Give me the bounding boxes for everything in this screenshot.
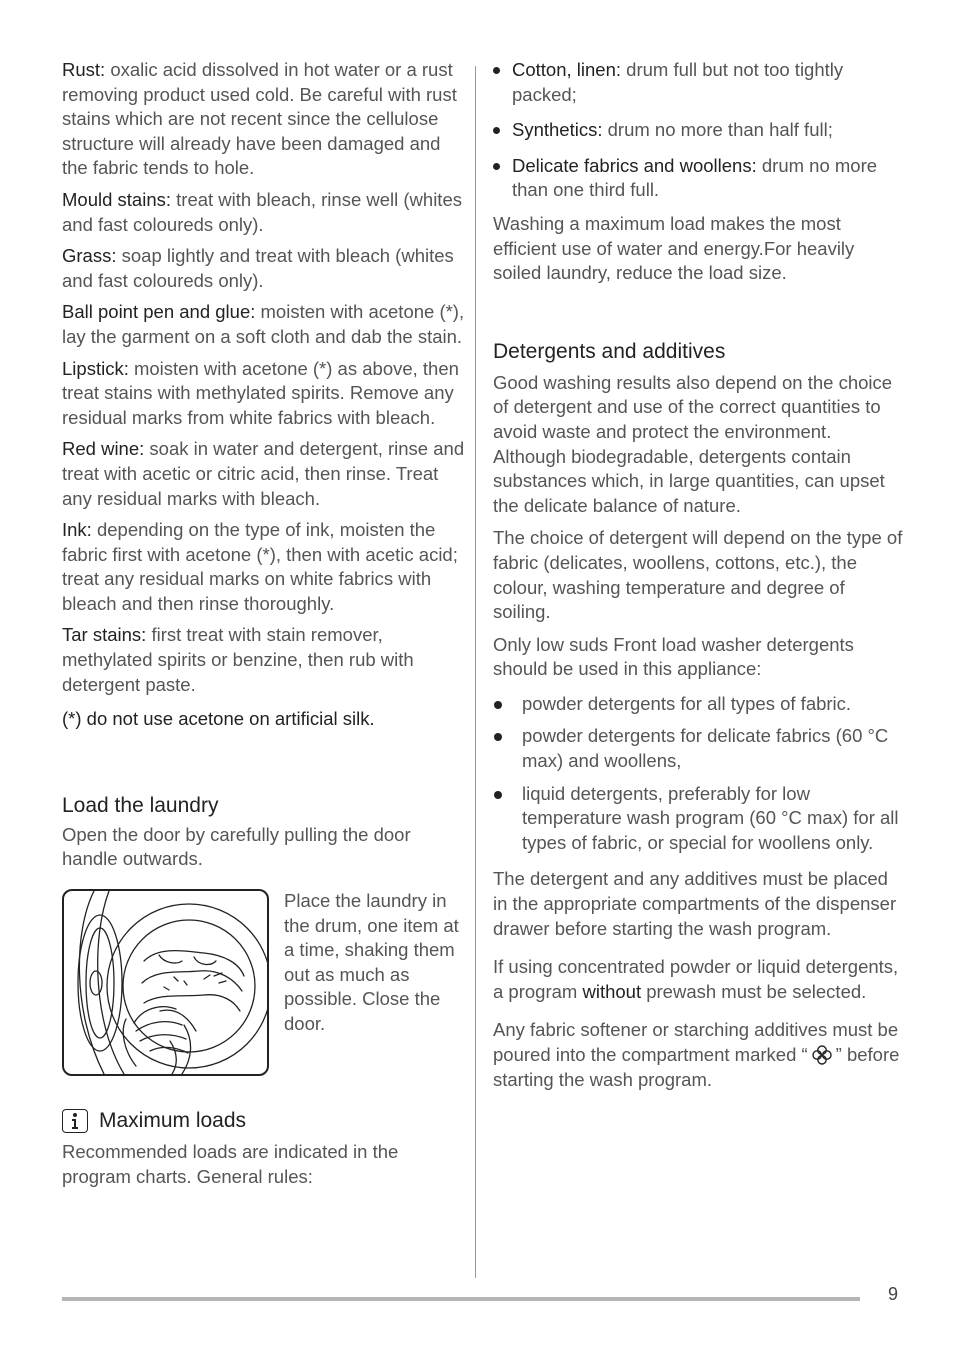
stain-entry (62, 357, 465, 431)
detergent-types-list (493, 692, 903, 856)
stain-list (62, 58, 465, 697)
stain-term: Ink: (62, 519, 92, 541)
load-rule-term: Cotton, linen: (512, 59, 622, 80)
page-number: 9 (888, 1284, 899, 1304)
max-loads-heading: Maximum loads (99, 1109, 247, 1133)
detergents-paragraph-5 (493, 955, 903, 1004)
p5-after: prewash must be selected. (641, 980, 867, 1002)
info-icon (62, 1109, 88, 1133)
detergent-type-item: liquid detergents, preferably for low temperature wash program (60 °C max) for all types of fabric, or special for woollens only. (493, 782, 903, 856)
hand-loading-drum-image (64, 891, 267, 1074)
stain-term: Tar stains: (62, 624, 147, 646)
stain-description: depending on the type of ink, moisten the fabric first with acetone (*), then with acetic acid; treat any residual marks on white fabrics with bleach and then rinse thoroughly. (62, 519, 458, 614)
right-column (493, 58, 903, 1092)
stain-term: Red wine: (62, 438, 145, 460)
info-glyph (70, 1112, 80, 1130)
stain-description: moisten with acetone (*) as above, then treat stains with methylated spirits. Remove any residual marks from white fabrics with bleach. (62, 357, 459, 428)
stain-description: soak in water and detergent, rinse and treat with acetic or citric acid, then rinse. Treat any residual marks with bleach. (62, 438, 465, 509)
stain-term: Rust: (62, 59, 106, 80)
load-rules-list (493, 58, 903, 203)
stain-entry (62, 188, 465, 237)
left-column (62, 58, 465, 1189)
stain-entry (62, 518, 465, 616)
p6-after: ” before starting the wash program. (493, 1044, 900, 1090)
p6-before: Any fabric softener or starching additives must be poured into the compartment marked “ (493, 1019, 899, 1065)
load-rule-item (493, 154, 903, 203)
stain-term: Ball point pen and glue: (62, 301, 256, 323)
stain-description: treat with bleach, rinse well (whites and fast coloureds only). (62, 188, 462, 235)
load-heading: Load the laundry (62, 793, 219, 817)
stain-description: moisten with acetone (*), lay the garment on a soft cloth and dab the stain. (62, 301, 465, 347)
stain-term: Lipstick: (62, 357, 129, 379)
p5-emphasis: without (582, 980, 642, 1002)
detergents-heading: Detergents and additives (493, 339, 726, 363)
softener-flower-icon (812, 1045, 832, 1065)
stain-entry (62, 623, 465, 697)
drum-loading-illustration (62, 889, 269, 1076)
detergent-type-item: powder detergents for all types of fabric. (493, 692, 903, 717)
load-rule-text: drum no more than one third full. (512, 154, 878, 201)
detergents-paragraph-3: Only low suds Front load washer detergents should be used in this appliance: (493, 633, 854, 680)
acetone-note: (*) do not use acetone on artificial silk. (62, 708, 375, 730)
load-rule-term: Delicate fabrics and woollens: (512, 154, 757, 176)
load-rule-term: Synthetics: (512, 119, 603, 141)
load-rule-item (493, 58, 903, 107)
detergents-paragraph-2: The choice of detergent will depend on the type of fabric (delicates, woollens, cottons, etc.), the colour, washing temperature and degree of soiling. (493, 527, 903, 623)
load-rule-text: drum no more than half full; (602, 119, 833, 141)
column-divider (475, 66, 476, 1278)
stain-entry (62, 58, 465, 181)
detergents-paragraph-4: The detergent and any additives must be placed in the appropriate compartments of the dispenser drawer before starting the wash program. (493, 868, 897, 939)
max-loads-header (62, 1107, 465, 1135)
stain-term: Grass: (62, 245, 117, 267)
detergent-type-item: powder detergents for delicate fabrics (60 °C max) and woollens, (493, 724, 903, 773)
stain-description: soap lightly and treat with bleach (whites and fast coloureds only). (62, 245, 454, 291)
load-rule-text: drum full but not too tightly packed; (512, 59, 844, 105)
stain-entry (62, 244, 465, 293)
load-intro: Open the door by carefully pulling the door handle outwards. (62, 823, 411, 870)
load-figure (62, 889, 465, 1076)
footer-rule (62, 1297, 860, 1301)
max-loads-closing: Washing a maximum load makes the most efficient use of water and energy.For heavily soiled laundry, reduce the load size. (493, 212, 855, 284)
stain-term: Mould stains: (62, 188, 171, 210)
load-figure-caption: Place the laundry in the drum, one item at a time, shaking them out as much as possible. Close the door. (284, 890, 459, 1034)
stain-description: oxalic acid dissolved in hot water or a rust removing product used cold. Be careful with rust stains which are not recent since the cellulose structure will already have been damaged and the fabric tends to hole. (62, 59, 457, 179)
detergents-paragraph-6 (493, 1018, 903, 1092)
stain-entry (62, 300, 465, 349)
stain-entry (62, 437, 465, 511)
p5-before: If using concentrated powder or liquid detergents, a program (493, 956, 899, 1002)
load-rule-item (493, 118, 903, 143)
detergents-paragraph-1: Good washing results also depend on the choice of detergent and use of the correct quantities to avoid waste and protect the environment. Although biodegradable, detergents contain substances which, in large quantities, can upset the delicate balance of nature. (493, 371, 893, 516)
max-loads-intro: Recommended loads are indicated in the program charts. General rules: (62, 1141, 399, 1187)
stain-description: first treat with stain remover, methylated spirits or benzine, then rub with detergent paste. (62, 624, 414, 695)
